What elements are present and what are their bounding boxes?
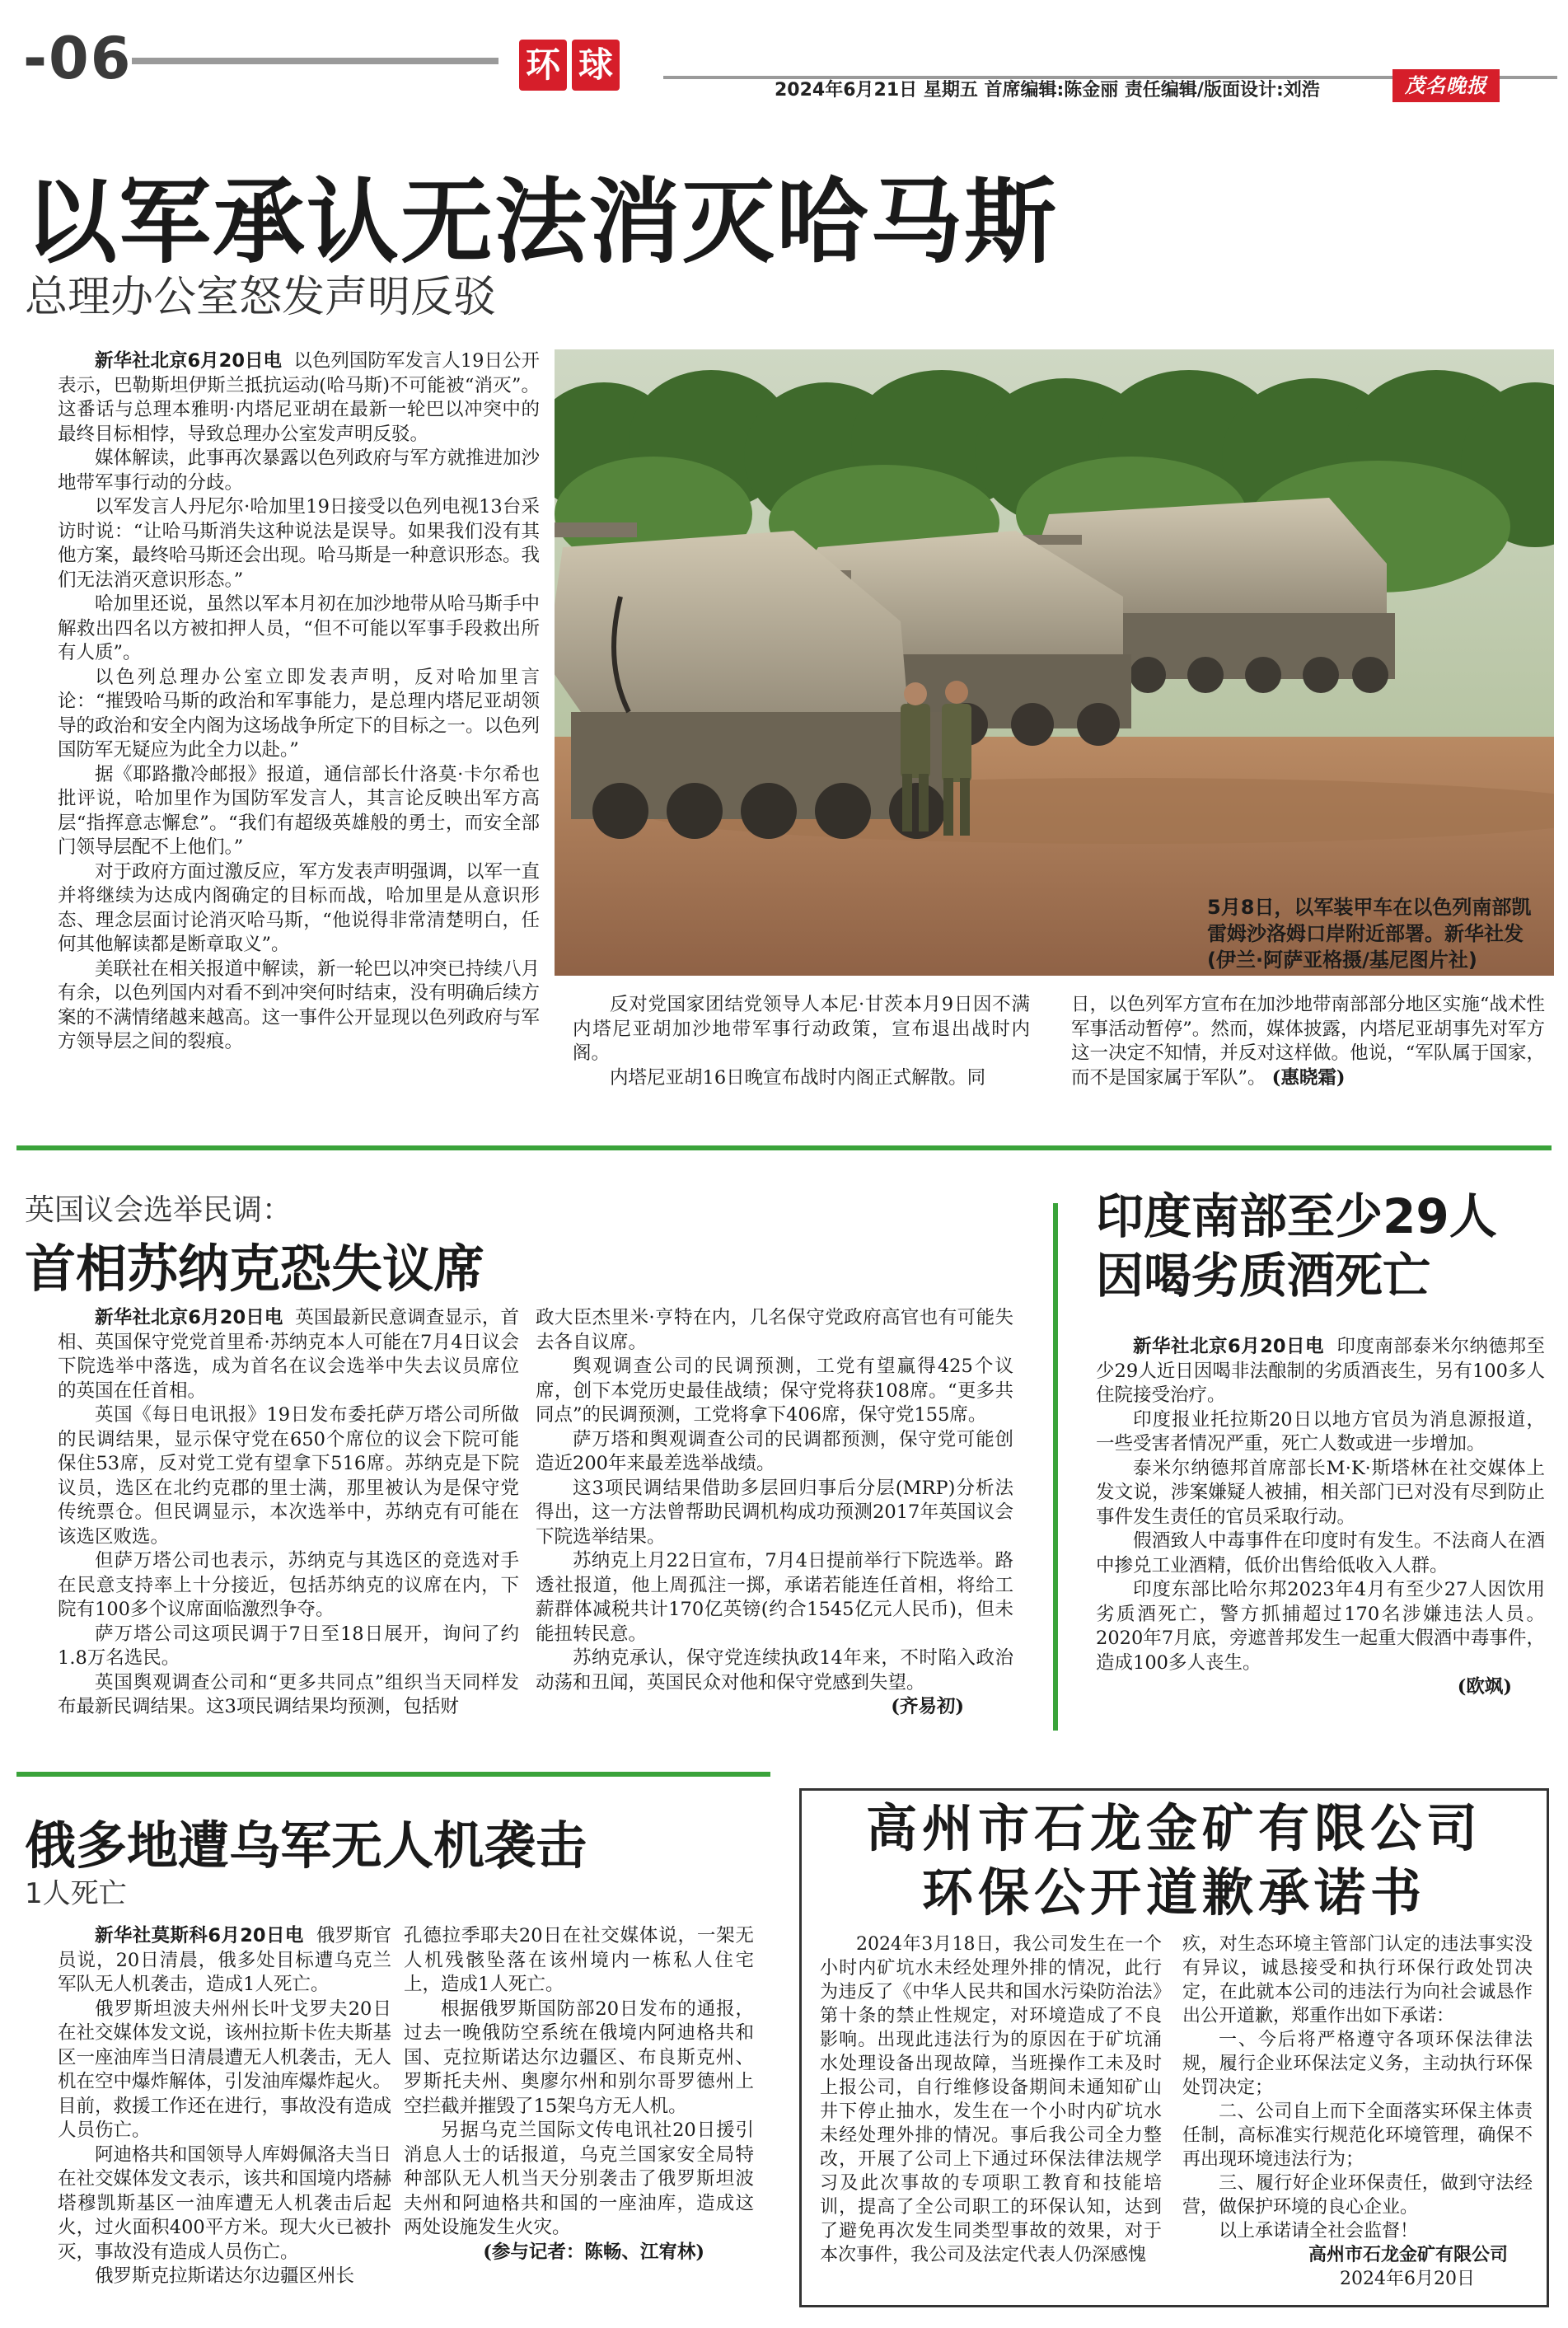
uk-paragraph: 这3项民调结果借助多层回归事后分层(MRP)分析法得出，这一方法曾帮助民调机构成功预测2017年英国议会下院选举结果。	[536, 1477, 1013, 1548]
india-paragraph: 假酒致人中毒事件在印度时有发生。不法商人在酒中掺兑工业酒精，低价出售给低收入人群。	[1096, 1530, 1545, 1576]
lead-subheadline: 总理办公室怒发声明反驳	[25, 273, 497, 322]
notice-column-2	[1182, 1932, 1533, 2291]
russia-headline: 俄多地遭乌军无人机袭击	[25, 1815, 587, 1876]
notice-paragraph: 疚，对生态环境主管部门认定的违法事实没有异议，诚恳接受和执行环保行政处罚决定，在此就本公司的违法行为向社会诚恳作出公开道歉，郑重作出如下承诺：	[1182, 1934, 1533, 2026]
notice-title-line-2: 环保公开道歉承诺书	[921, 1862, 1426, 1923]
russia-paragraph: 俄罗斯官员说，20日清晨，俄多处目标遭乌克兰军队无人机袭击，造成1人死亡。	[58, 1925, 391, 1995]
lead-paragraph: 据《耶路撒冷邮报》报道，通信部长什洛莫·卡尔希也批评说，哈加里作为国防军发言人，其言论反映出军方高层“指挥意志懈怠”。“我们有超级英雄般的勇士，而安全部门领导层配不上他们。”	[58, 763, 540, 858]
lead-column-3	[1071, 993, 1545, 1090]
notice-column-1	[820, 1932, 1162, 2267]
lead-column-1	[58, 349, 540, 1055]
india-paragraph: 泰米尔纳德邦首席部长M·K·斯塔林在社交媒体上发文说，涉案嫌疑人被捕，相关部门已对没有尽到防止事件发生责任的官员采取行动。	[1096, 1457, 1545, 1528]
notice-paragraph: 二、公司自上而下全面落实环保主体责任制，高标准实行规范化环境管理，确保不再出现环境违法行为；	[1182, 2101, 1533, 2170]
lead-column-2	[573, 993, 1030, 1090]
divider-lead	[16, 1145, 1552, 1150]
lead-paragraph: 哈加里还说，虽然以军本月初在加沙地带从哈马斯手中解救出四名以方被扣押人员，“但不可能以军事手段救出所有人质”。	[58, 593, 541, 663]
notice-paragraph: 一、今后将严格遵守各项环保法律法规，履行企业环保法定义务，主动执行环保处罚决定；	[1182, 2030, 1533, 2098]
lead-signature: (惠晓霜)	[1271, 1066, 1346, 1089]
lead-paragraph: 以色列国防军发言人19日公开表示，巴勒斯坦伊斯兰抵抗运动(哈马斯)不可能被“消灭”。这番话与总理本雅明·内塔尼亚胡在最新一轮巴以冲突中的最终目标相悖，导致总理办公室发声明反驳。	[58, 350, 540, 445]
russia-column-2	[404, 1924, 754, 2265]
section-tag-char-2: 球	[572, 40, 620, 91]
header-rule-left	[132, 58, 498, 64]
uk-paragraph: 政大臣杰里米·亨特在内，几名保守党政府高官也有可能失去各自议席。	[536, 1307, 1013, 1353]
header-info: 2024年6月21日 星期五 首席编辑:陈金丽 责任编辑/版面设计:刘浩	[775, 80, 1320, 101]
uk-paragraph: 苏纳克承认，保守党连续执政14年来，不时陷入政治动荡和丑闻，英国民众对他和保守党感到失望。	[536, 1647, 1013, 1693]
notice-paragraph: 以上承诺请全社会监督！	[1219, 2221, 1419, 2241]
russia-subheadline: 1人死亡	[25, 1877, 127, 1910]
lead-paragraph: 反对党国家团结党领导人本尼·甘茨本月9日因不满内塔尼亚胡加沙地带军事行动政策，宣布退出战时内阁。	[573, 994, 1030, 1064]
divider-vertical-india	[1053, 1203, 1058, 1731]
notice-title	[799, 1796, 1549, 1925]
lead-paragraph: 美联社在相关报道中解读，新一轮巴以冲突已持续八月有余，以色列国内对看不到冲突何时结束，没有明确后续方案的不满情绪越来越高。这一事件公开显现以色列政府与军方领导层之间的裂痕。	[58, 958, 541, 1052]
uk-signature: (齐易初)	[891, 1696, 964, 1717]
uk-kicker: 英国议会选举民调：	[25, 1193, 293, 1227]
notice-company: 高州市石龙金矿有限公司	[1308, 2244, 1508, 2265]
russia-paragraph: 另据乌克兰国际文传电讯社20日援引消息人士的话报道，乌克兰国家安全局特种部队无人机当天分别袭击了俄罗斯坦波夫州和阿迪格共和国的一座油库，造成这两处设施发生火灾。	[404, 2120, 754, 2238]
lead-paragraph: 以色列总理办公室立即发表声明，反对哈加里言论：“摧毁哈马斯的政治和军事能力，是总理内塔尼亚胡领导的政治和安全内阁为这场战争所定下的目标之一。以色列国防军无疑应为此全力以赴。”	[58, 666, 541, 761]
section-tag	[519, 40, 620, 91]
lead-headline: 以军承认无法消灭哈马斯	[25, 169, 1058, 276]
uk-paragraph: 萨万塔公司这项民调于7日至18日展开，询问了约1.8万名选民。	[58, 1623, 519, 1669]
uk-paragraph: 苏纳克上月22日宣布，7月4日提前举行下院选举。路透社报道，他上周孤注一掷，承诺若能连任首相，将给工薪群体减税共计170亿英镑(约合1545亿元人民币)，但未能扭转民意。	[536, 1550, 1013, 1645]
notice-paragraph: 三、履行好企业环保责任，做到守法经营，做保护环境的良心企业。	[1182, 2173, 1533, 2218]
india-paragraph: 印度东部比哈尔邦2023年4月有至少27人因饮用劣质酒死亡，警方抓捕超过170名涉嫌违法人员。2020年7月底，旁遮普邦发生一起重大假酒中毒事件，造成100多人丧生。	[1096, 1579, 1545, 1674]
uk-column-1	[58, 1306, 519, 1720]
india-byline: 新华社北京6月20日电	[1133, 1336, 1325, 1357]
section-tag-char-1: 环	[519, 40, 567, 91]
photo-caption: 5月8日，以军装甲车在以色列南部凯雷姆沙洛姆口岸附近部署。新华社发(伊兰·阿萨亚格摄/基尼图片社)	[1207, 896, 1532, 972]
uk-column-2	[536, 1306, 1013, 1720]
tank-photo-illustration	[555, 349, 1554, 976]
uk-headline: 首相苏纳克恐失议席	[25, 1239, 485, 1299]
russia-paragraph: 俄罗斯坦波夫州州长叶戈罗夫20日在社交媒体发文说，该州拉斯卡佐夫斯基区一座油库当日清晨遭无人机袭击，无人机在空中爆炸解体，引发油库爆炸起火。目前，救援工作还在进行，事故没有造成人员伤亡。	[58, 1998, 392, 2141]
india-signature: (欧飒)	[1457, 1676, 1512, 1698]
uk-paragraph: 但萨万塔公司也表示，苏纳克与其选区的竞选对手在民意支持率上十分接近，包括苏纳克的议席在内，下院有100多个议席面临激烈争夺。	[58, 1550, 519, 1620]
lead-paragraph: 日，以色列军方宣布在加沙地带南部部分地区实施“战术性军事活动暂停”。然而，媒体披露，内塔尼亚胡事先对军方这一决定不知情，并反对这样做。他说，“军队属于国家，而不是国家属于军队”。	[1071, 994, 1545, 1089]
india-paragraph: 印度报业托拉斯20日以地方官员为消息源报道，一些受害者情况严重，死亡人数或进一步增加。	[1096, 1408, 1545, 1454]
lead-paragraph: 内塔尼亚胡16日晚宣布战时内阁正式解散。同	[610, 1066, 986, 1089]
india-column	[1096, 1335, 1545, 1700]
russia-column-1	[58, 1924, 391, 2289]
uk-paragraph: 英国舆观调查公司和“更多共同点”组织当天同样发布最新民调结果。这3项民调结果均预测，包括财	[58, 1671, 519, 1717]
russia-byline: 新华社莫斯科6月20日电	[95, 1925, 304, 1946]
uk-paragraph: 英国《每日电讯报》19日发布委托萨万塔公司所做的民调结果，显示保守党在650个席位的议会下院可能保住53席，反对党工党有望拿下516席。苏纳克是下院议员，选区在北约克郡的里士满，那里被认为是保守党传统票仓。但民调显示，本次选举中，苏纳克有可能在该选区败选。	[58, 1404, 519, 1548]
uk-byline: 新华社北京6月20日电	[95, 1307, 283, 1328]
russia-paragraph: 孔德拉季耶夫20日在社交媒体说，一架无人机残骸坠落在该州境内一栋私人住宅上，造成1人死亡。	[404, 1925, 754, 1995]
notice-date: 2024年6月20日	[1340, 2269, 1475, 2289]
uk-paragraph: 英国最新民意调查显示，首相、英国保守党党首里希·苏纳克本人可能在7月4日议会下院选举中落选，成为首名在议会选举中失去议员席位的英国在任首相。	[58, 1307, 519, 1402]
uk-paragraph: 舆观调查公司的民调预测，工党有望赢得425个议席，创下本党历史最佳战绩；保守党将获108席。“更多共同点”的民调预测，工党将拿下406席，保守党155席。	[536, 1356, 1013, 1426]
lead-byline: 新华社北京6月20日电	[95, 350, 282, 372]
notice-title-line-1: 高州市石龙金矿有限公司	[865, 1798, 1482, 1858]
masthead-logo: 茂名晚报	[1392, 69, 1500, 102]
lead-paragraph: 以军发言人丹尼尔·哈加里19日接受以色列电视13台采访时说：“让哈马斯消失这种说法是误导。如果我们没有其他方案，最终哈马斯还会出现。哈马斯是一种意识形态。我们无法消灭意识形态。”	[58, 496, 541, 591]
india-paragraph: 印度南部泰米尔纳德邦至少29人近日因喝非法酿制的劣质酒丧生，另有100多人住院接受治疗。	[1096, 1336, 1545, 1406]
india-headline-line-2: 因喝劣质酒死亡	[1096, 1248, 1431, 1304]
russia-paragraph: 阿迪格共和国领导人库姆佩洛夫当日在社交媒体发文表示，该共和国境内塔赫塔穆凯斯基区一油库遭无人机袭击后起火，过火面积400平方米。现大火已被扑灭，事故没有造成人员伤亡。	[58, 2143, 392, 2263]
page-number: -06	[23, 25, 133, 92]
russia-paragraph: 俄罗斯克拉斯诺达尔边疆区州长	[95, 2265, 355, 2287]
lead-photo	[555, 349, 1554, 976]
russia-signature: (参与记者：陈畅、江宥林)	[483, 2241, 704, 2263]
russia-paragraph: 根据俄罗斯国防部20日发布的通报，过去一晚俄防空系统在俄境内阿迪格共和国、克拉斯诺达尔边疆区、布良斯克州、罗斯托夫州、奥廖尔州和别尔哥罗德州上空拦截并摧毁了15架乌方无人机。	[404, 1998, 754, 2117]
notice-paragraph: 2024年3月18日，我公司发生在一个小时内矿坑水未经处理外排的情况，此行为违反了《中华人民共和国水污染防治法》第十条的禁止性规定，对环境造成了不良影响。出现此违法行为的原因在于矿坑涌水处理设备出现故障，当班操作工未及时上报公司，自行维修设备期间未通知矿山井下停止抽水，发生在一个小时内矿坑水未经处理外排的情况。事后我公司全力整改，开展了公司上下通过环保法律法规学习及此次事故的专项职工教育和技能培训，提高了全公司职工的环保认知，达到了避免再次发生同类型事故的效果，对于本次事件，我公司及法定代表人仍深感愧	[820, 1934, 1162, 2265]
lead-paragraph: 媒体解读，此事再次暴露以色列政府与军方就推进加沙地带军事行动的分歧。	[58, 447, 541, 494]
divider-russia	[16, 1772, 770, 1777]
lead-paragraph: 对于政府方面过激反应，军方发表声明强调，以军一直并将继续为达成内阁确定的目标而战，哈加里是从意识形态、理念层面讨论消灭哈马斯，“他说得非常清楚明白，任何其他解读都是断章取义”。	[58, 860, 541, 955]
uk-paragraph: 萨万塔和舆观调查公司的民调都预测，保守党可能创造近200年来最差选举战绩。	[536, 1428, 1013, 1474]
india-headline-line-1: 印度南部至少29人	[1096, 1188, 1497, 1244]
